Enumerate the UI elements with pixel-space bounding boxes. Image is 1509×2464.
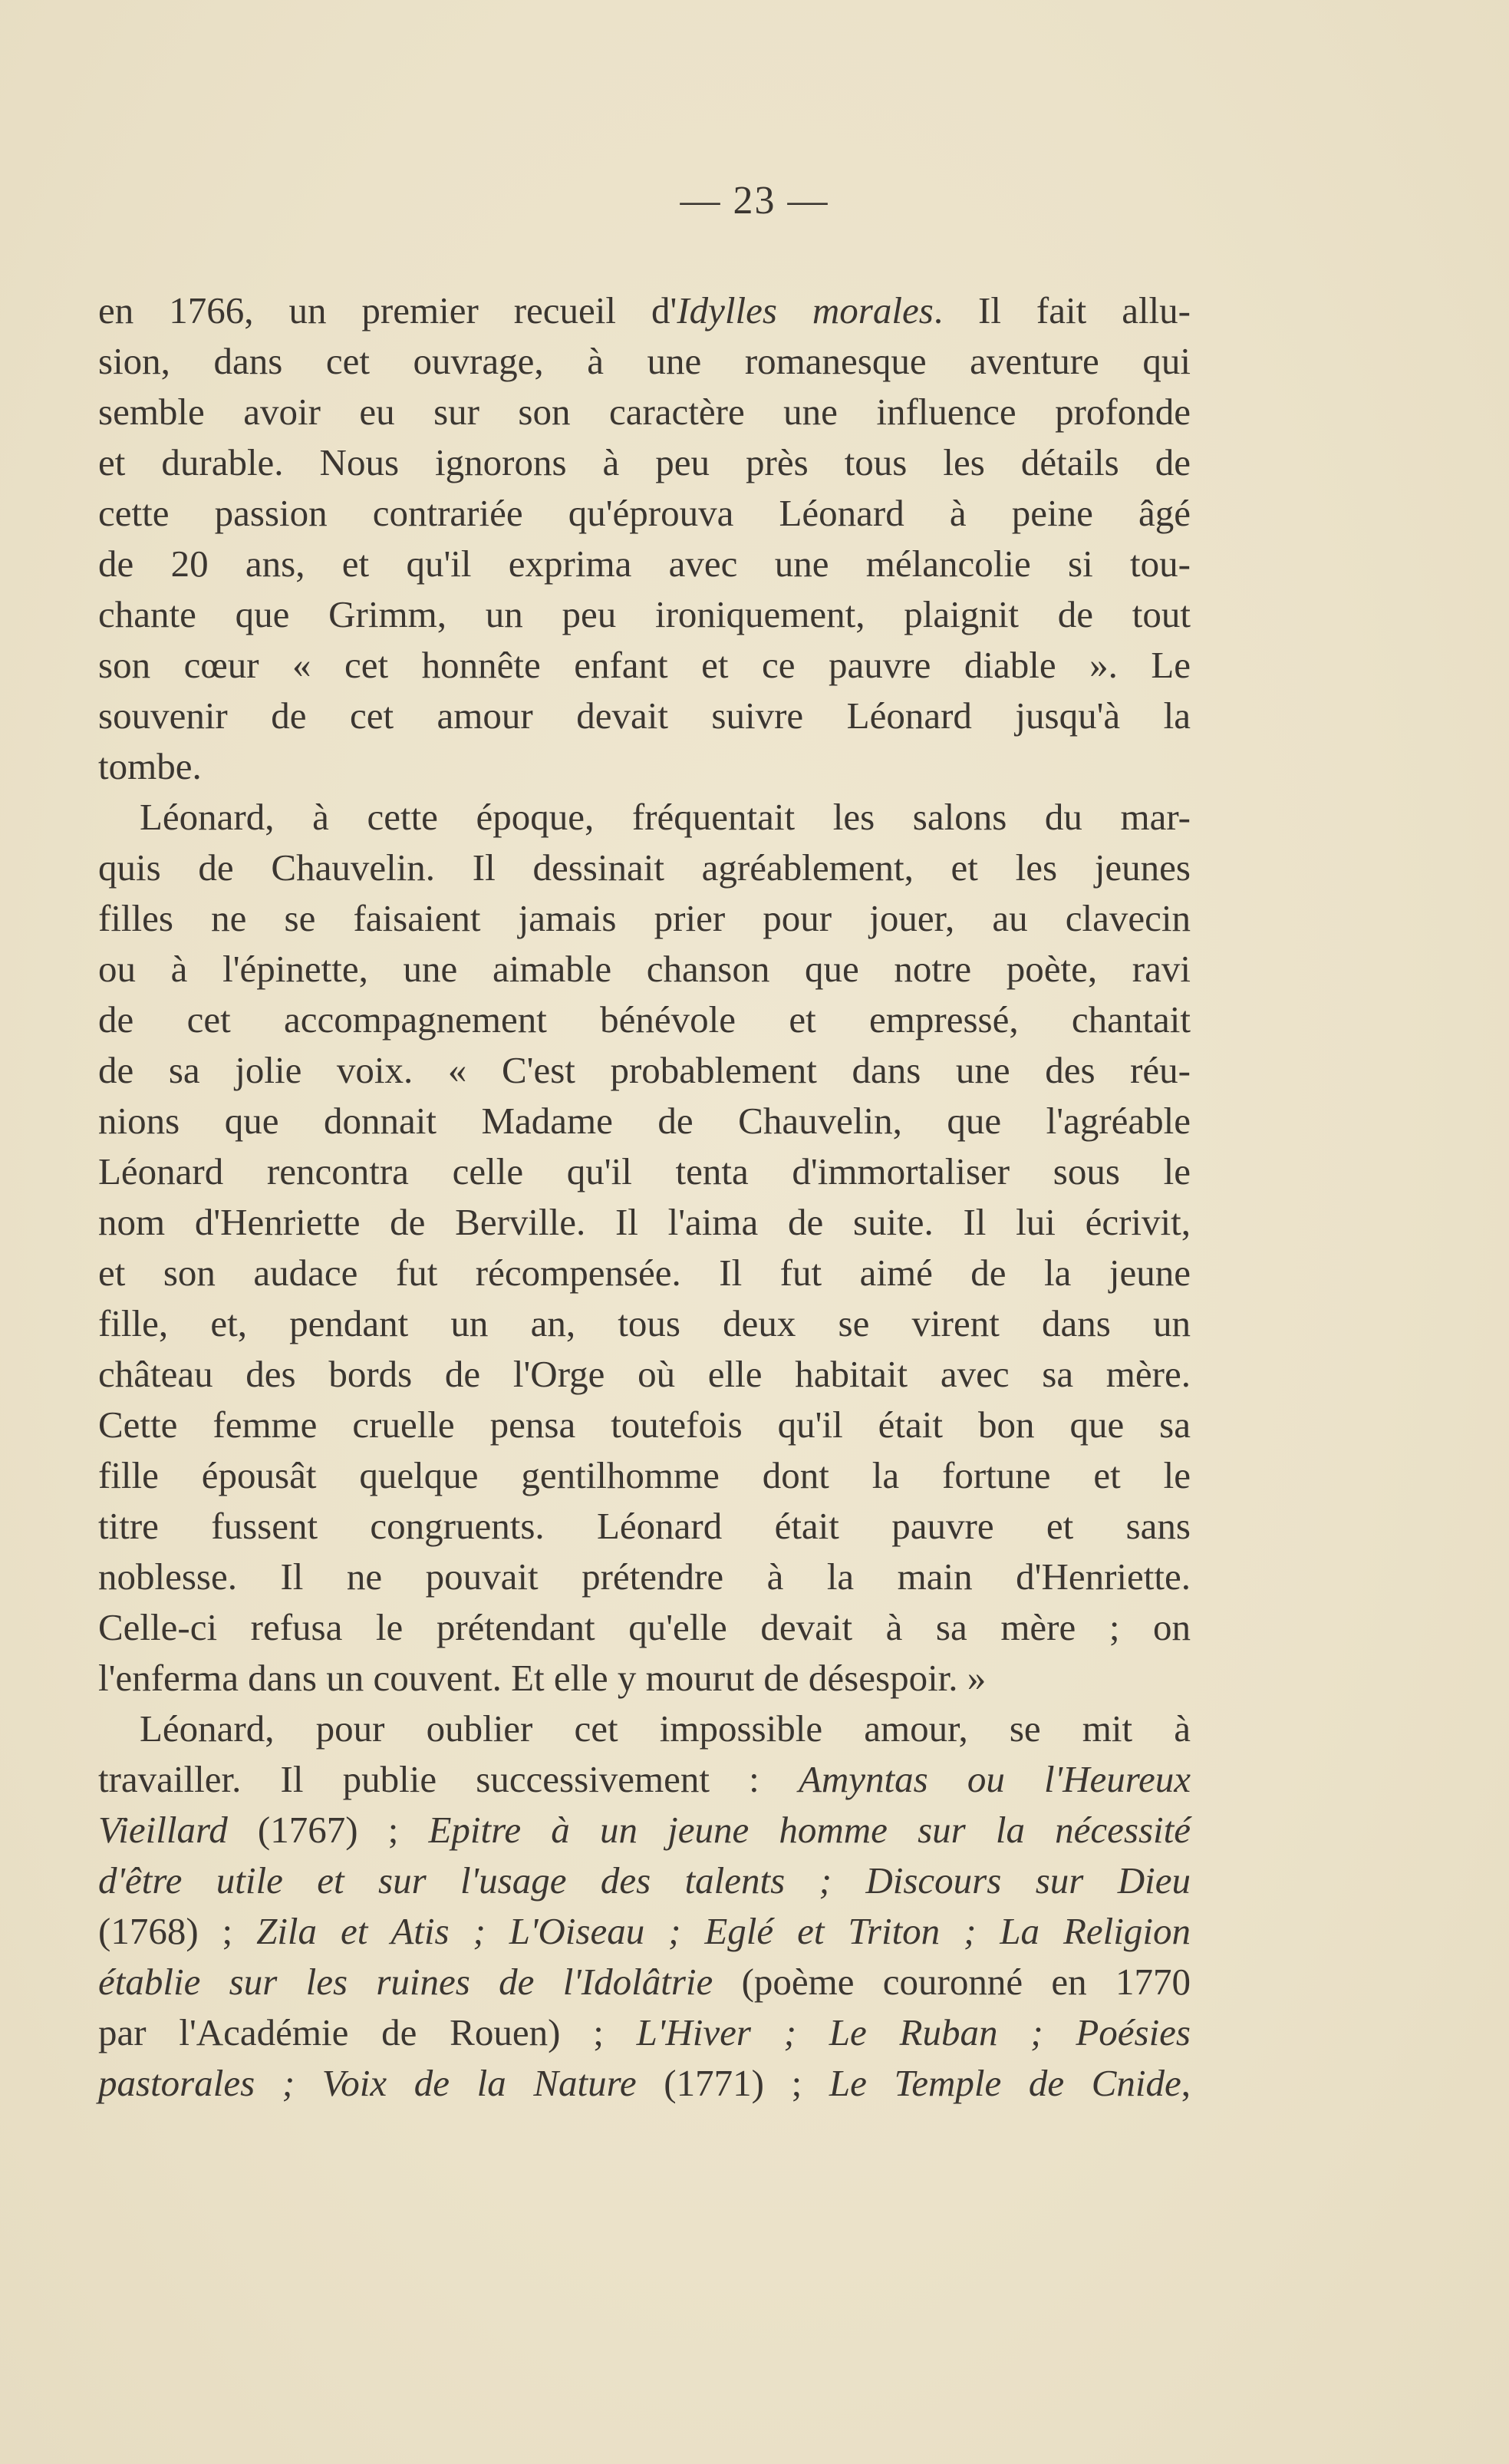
text-line (98, 539, 1191, 589)
text-run: (1771) ; (636, 2062, 829, 2104)
text-line (98, 285, 1191, 336)
text-line (98, 1045, 1191, 1096)
text-run: nom d'Henriette de Berville. Il l'aima de suite. Il lui écrivit, (98, 1201, 1191, 1243)
text-run: (1767) ; (227, 1809, 429, 1851)
italic-title: Epitre à un jeune homme sur la nécessité (428, 1809, 1191, 1851)
text-run: filles ne se faisaient jamais prier pour jouer, au clavecin (98, 897, 1191, 939)
text-run: l'enferma dans un couvent. Et elle y mourut de désespoir. » (98, 1657, 987, 1699)
text-line (98, 995, 1191, 1045)
italic-title: L'Hiver ; Le Ruban ; Poésies (636, 2011, 1191, 2053)
text-run: en 1766, un premier recueil d' (98, 289, 677, 332)
text-line (98, 1754, 1191, 1805)
text-line (98, 1248, 1191, 1298)
text-line (98, 792, 1191, 843)
text-run: . Il fait allu- (933, 289, 1191, 332)
text-line (98, 640, 1191, 691)
text-line (98, 1957, 1191, 2007)
text-line (98, 2058, 1191, 2109)
text-run: titre fussent congruents. Léonard était pauvre et sans (98, 1505, 1191, 1547)
text-run: chante que Grimm, un peu ironiquement, plaignit de tout (98, 593, 1191, 635)
body-text (98, 285, 1191, 2109)
italic-title: d'être utile et sur l'usage des talents ; Discours sur Dieu (98, 1859, 1191, 1902)
text-line (98, 2007, 1191, 2058)
text-run: noblesse. Il ne pouvait prétendre à la main d'Henriette. (98, 1555, 1191, 1598)
text-line (98, 387, 1191, 437)
text-run: (poème couronné en 1770 (713, 1961, 1191, 2003)
text-line (98, 1906, 1191, 1957)
text-run: travailler. Il publie successivement : (98, 1758, 799, 1800)
text-run: Cette femme cruelle pensa toutefois qu'il était bon que sa (98, 1404, 1191, 1446)
text-run: et son audace fut récompensée. Il fut aimé de la jeune (98, 1252, 1191, 1294)
text-run: de 20 ans, et qu'il exprima avec une mélancolie si tou- (98, 543, 1191, 585)
text-run: cette passion contrariée qu'éprouva Léonard à peine âgé (98, 492, 1191, 534)
page-number: — 23 — (680, 179, 829, 223)
text-run: ou à l'épinette, une aimable chanson que notre poète, ravi (98, 948, 1191, 990)
text-run: Léonard, à cette époque, fréquentait les salons du mar- (140, 796, 1191, 838)
text-run: Léonard rencontra celle qu'il tenta d'immortaliser sous le (98, 1150, 1191, 1192)
italic-title: établie sur les ruines de l'Idolâtrie (98, 1961, 713, 2003)
text-run: par l'Académie de Rouen) ; (98, 2011, 637, 2053)
text-line (98, 893, 1191, 944)
text-run: et durable. Nous ignorons à peu près tous les détails de (98, 441, 1191, 483)
text-run: tombe. (98, 745, 202, 787)
text-run: de cet accompagnement bénévole et empressé, chantait (98, 998, 1191, 1041)
text-line (98, 589, 1191, 640)
text-line (98, 741, 1191, 792)
text-run: , (1181, 2062, 1191, 2104)
text-run: souvenir de cet amour devait suivre Léonard jusqu'à la (98, 694, 1191, 737)
italic-title: Le Temple de Cnide (829, 2062, 1181, 2104)
text-run: son cœur « cet honnête enfant et ce pauvre diable ». Le (98, 644, 1191, 686)
text-line (98, 1349, 1191, 1400)
text-line (98, 944, 1191, 995)
text-line (98, 691, 1191, 741)
italic-title: Amyntas ou l'Heureux (798, 1758, 1191, 1800)
text-line (98, 1501, 1191, 1552)
text-line (98, 1298, 1191, 1349)
text-line (98, 1096, 1191, 1146)
text-run: (1768) ; (98, 1910, 257, 1952)
text-line (98, 1400, 1191, 1450)
italic-title: pastorales ; Voix de la Nature (98, 2062, 637, 2104)
italic-title: Zila et Atis ; L'Oiseau ; Eglé et Triton ; La Religion (256, 1910, 1191, 1952)
text-line (98, 437, 1191, 488)
text-run: Celle-ci refusa le prétendant qu'elle devait à sa mère ; on (98, 1606, 1191, 1648)
text-line (98, 488, 1191, 539)
text-line (98, 843, 1191, 893)
text-run: quis de Chauvelin. Il dessinait agréablement, et les jeunes (98, 846, 1191, 889)
text-run: sion, dans cet ouvrage, à une romanesque aventure qui (98, 340, 1191, 382)
italic-title: Vieillard (98, 1809, 228, 1851)
text-run: de sa jolie voix. « C'est probablement dans une des réu- (98, 1049, 1191, 1091)
text-run: fille épousât quelque gentilhomme dont la fortune et le (98, 1454, 1191, 1496)
text-run: Léonard, pour oublier cet impossible amour, se mit à (140, 1707, 1191, 1750)
text-line (98, 1197, 1191, 1248)
text-line (98, 1450, 1191, 1501)
text-run: château des bords de l'Orge où elle habitait avec sa mère. (98, 1353, 1191, 1395)
text-line (98, 1653, 1191, 1704)
text-line (98, 1146, 1191, 1197)
text-line (98, 1704, 1191, 1754)
text-line (98, 336, 1191, 387)
text-line (98, 1552, 1191, 1602)
text-run: nions que donnait Madame de Chauvelin, que l'agréable (98, 1100, 1191, 1142)
text-line (98, 1602, 1191, 1653)
text-run: fille, et, pendant un an, tous deux se virent dans un (98, 1302, 1191, 1344)
text-line (98, 1855, 1191, 1906)
text-line (98, 1805, 1191, 1855)
text-run: semble avoir eu sur son caractère une influence profonde (98, 391, 1191, 433)
italic-title: Idylles morales (677, 289, 934, 332)
